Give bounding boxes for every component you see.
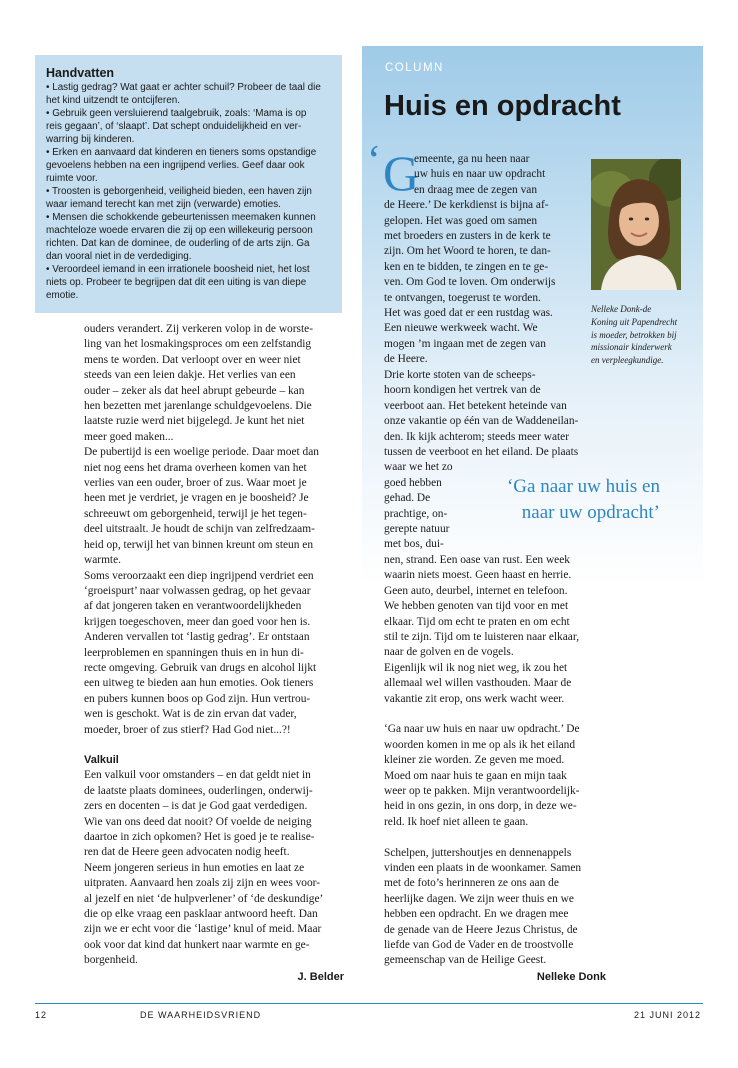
issue-date: 21 JUNI 2012	[634, 1010, 702, 1020]
text-line: uw huis en naar uw opdracht	[414, 168, 546, 181]
handvatten-item: emotie.	[46, 290, 79, 301]
text-line: weer op te pakken. Mijn verantwoordelijk-	[384, 784, 580, 797]
text-line: goed hebben	[384, 476, 442, 489]
handvatten-box	[35, 55, 342, 313]
text-line: veerboot aan. Het betekent heteinde van	[384, 399, 567, 412]
text-line: den. Ik kijk achterom; steeds meer water	[384, 430, 570, 443]
text-line: ook voor dat kind dat hunkert naar warmte en ge-	[84, 938, 310, 951]
text-line: vakantie zit erop, ons werk wacht weer.	[384, 692, 565, 705]
text-line: verlies van een ouder, broer of zus. Waar moet je	[84, 477, 307, 490]
text-line: Een nieuwe werkweek wacht. We	[384, 322, 538, 335]
handvatten-item: warring bij kinderen.	[46, 134, 135, 145]
text-line: Moed om naar huis te gaan en mijn taak	[384, 769, 567, 782]
text-line: ‘groeispurt’ naar volwassen gedrag, op het gevaar	[84, 584, 311, 597]
handvatten-item: dan vooral niet in de verdediging.	[46, 251, 192, 262]
text-line: de laatste plaats dominees, ouderlingen, onderwij-	[84, 784, 313, 797]
left-article-body	[84, 322, 344, 738]
text-line: heen met je verdriet, je vragen en je boosheid? Je	[84, 492, 309, 505]
text-line: ling van het losmakingsproces om een zelfstandig	[84, 338, 312, 351]
text-line: We hebben genoten van tijd voor en met	[384, 600, 569, 613]
text-line: te ontvangen, toegerust te worden.	[384, 291, 541, 304]
text-line: ken en te bidden, te zingen en te ge-	[384, 260, 549, 273]
text-line: en pubers kunnen boos op God zijn. Hun vertrou-	[84, 692, 311, 705]
handvatten-item: • Erken en aanvaard dat kinderen en tieners soms opstandige	[46, 147, 317, 158]
text-line: schreeuwt om geborgenheid, terwijl je het tegen-	[84, 507, 307, 520]
handvatten-item: • Veroordeel iemand in een irrationele boosheid niet, het lost	[46, 264, 310, 275]
caption-line: Koning uit Papendrecht	[591, 316, 678, 327]
text-line: krijgen toegeschoven, meer dan goed voor hen is.	[84, 615, 311, 628]
handvatten-item: machteloze woede ervaren die zij op een willekeurig persoon	[46, 225, 313, 236]
text-line: al jezelf en niet ‘de hulpverlener’ of ‘de deskundige’	[84, 892, 324, 905]
text-line: stil te zijn. Tijd om te luisteren naar elkaar,	[384, 630, 580, 643]
page-number: 12	[35, 1010, 48, 1020]
text-line: ven. Om God te loven. Om onderwijs	[384, 276, 556, 289]
text-line: warmte.	[84, 554, 122, 567]
handvatten-item: gevoelens hebben na een ingrijpend verlies. Geef daar ook	[46, 160, 305, 171]
caption-line: en verpleegkundige.	[591, 355, 664, 366]
drop-cap: G	[383, 145, 420, 201]
text-line: Anderen vervallen tot ‘lastig gedrag’. Er ontstaan	[84, 631, 310, 644]
column-section-label: COLUMN	[385, 62, 444, 74]
text-line: een uitweg te bieden aan hun emoties. Ook tieners	[84, 677, 314, 690]
column-intro	[384, 152, 589, 368]
column-paragraph-words	[384, 722, 606, 830]
handvatten-item: • Lastig gedrag? Wat gaat er achter schuil? Probeer de taal die	[46, 82, 321, 93]
text-line: De pubertijd is een woelige periode. Daar moet dan	[84, 446, 320, 459]
handvatten-item: • Troosten is geborgenheid, veiligheid bieden, een haven zijn	[46, 186, 312, 197]
handvatten-item: niets op. Probeer te begrijpen dat dit een uiting is van diepe	[46, 277, 307, 288]
text-line: hen bezetten met jarenlange schuldgevoelens. Die	[84, 400, 312, 413]
text-line: emeente, ga nu heen naar	[414, 153, 530, 165]
text-line: laatste ruzie werd niet bijgelegd. Je kunt het niet	[84, 415, 305, 428]
author-photo	[591, 159, 681, 290]
left-article	[84, 322, 344, 985]
text-line: gemeenschap van de Heilige Geest.	[384, 954, 547, 967]
text-line: gehad. De	[384, 492, 431, 505]
text-line: mens te worden. Dat verloopt over en weer niet	[84, 353, 301, 366]
text-line: de Heere.	[384, 353, 428, 366]
footer-rule	[35, 1003, 703, 1004]
text-line: nen, strand. Een oase van rust. Een week	[384, 553, 570, 566]
text-line: woorden komen in me op als ik het eiland	[384, 738, 576, 751]
text-line: Wie van ons deed dat nooit? Of voelde de neiging	[84, 815, 312, 828]
column-body	[384, 368, 606, 985]
subhead-valkuil: Valkuil	[84, 753, 119, 766]
text-line: Een valkuil voor omstanders – en dat geldt niet in	[84, 769, 311, 782]
text-line: de genade van de Heere Jezus Christus, de	[384, 923, 578, 936]
left-article-body-valkuil	[84, 768, 344, 968]
text-line: reld. Ik hoef niet alleen te gaan.	[384, 815, 529, 828]
portrait-image	[591, 159, 681, 290]
handvatten-item: • Mensen die schokkende gebeurtenissen meemaken kunnen	[46, 212, 316, 223]
text-line: daartoe in zich opkomen? Het is goed je te realise-	[84, 831, 315, 843]
text-line: uitpraten. Aanvaard hen zoals zij zijn en wees voor-	[84, 877, 321, 890]
text-line: hebben een opdracht. En we dragen mee	[384, 908, 569, 921]
handvatten-list	[46, 81, 332, 302]
text-line: gerepte natuur	[384, 523, 450, 536]
text-line: ren dat de Heere geen advocaten nodig heeft.	[84, 846, 290, 859]
caption-line: Nelleke Donk-de	[591, 304, 652, 314]
text-line: wen is geschokt. Wat is de zin ervan dat vader,	[84, 708, 297, 721]
handvatten-item: • Gebruik geen versluierend taalgebruik, zoals: ‘Mama is op	[46, 108, 307, 119]
text-line: tussen de veerboot en het eiland. De plaats	[384, 446, 579, 459]
text-line: zers en docenten – is dat je God gaat verdedigen.	[84, 800, 308, 813]
text-line: vinden een plaats in de woonkamer. Samen	[384, 861, 582, 874]
text-line: hoorn kondigen het vertrek van de	[384, 384, 541, 397]
author-signature-left: J. Belder	[297, 970, 344, 983]
text-line: Het was goed dat er een rustdag was.	[384, 307, 553, 320]
column-paragraph-ferry	[384, 368, 606, 707]
text-line: Eigenlijk wil ik nog niet weg, ik zou het	[384, 661, 568, 674]
author-signature-column: Nelleke Donk	[536, 970, 606, 983]
text-line: heid in ons gezin, in ons dorp, in deze we-	[384, 800, 577, 813]
handvatten-title: Handvatten	[46, 66, 115, 80]
text-line: die op elke vraag een pasklaar antwoord heeft. Dan	[84, 908, 318, 921]
text-line: moeder, broer of zus stierf? Had God niet...?!	[84, 723, 291, 736]
handvatten-item: waar iemand terecht kan met zijn (verwarde) emoties.	[46, 199, 281, 210]
text-line: deel uitstraalt. Je houdt de schijn van zelfredzaam-	[84, 523, 315, 536]
text-line: ouders verandert. Zij verkeren volop in de worste-	[84, 323, 313, 335]
text-line: de Heere.’ De kerkdienst is bijna af-	[384, 199, 549, 212]
text-line: kleiner zie worden. Ze geven me moed.	[384, 754, 565, 767]
text-line: zijn. Om het Woord te horen, te dan-	[384, 245, 551, 258]
text-line: af dat jongeren taken en verantwoordelijkheden	[84, 600, 302, 613]
column-paragraph-home	[384, 846, 606, 969]
text-line: mogen ’m ingaan met de zegen van	[384, 337, 546, 350]
text-line: waarin niets moest. Geen haast en herrie.	[384, 569, 572, 582]
text-line: heid op, terwijl het van binnen kreunt om steun en	[84, 538, 314, 551]
text-line: met de foto’s herinneren ze ons aan de	[384, 877, 559, 890]
pull-quote	[470, 474, 660, 526]
text-line: prachtige, on-	[384, 507, 448, 520]
text-line: elkaar. Tijd om echt te praten en om echt	[384, 615, 570, 628]
caption-line: missionair kinderwerk	[591, 342, 672, 353]
text-line: ouder – zeker als dat heel abrupt gebeurde – kan	[84, 384, 305, 397]
text-line: borgenheid.	[84, 954, 138, 967]
handvatten-item: ruimte voor.	[46, 173, 98, 184]
text-line: steeds van een leien dakje. Het verlies van een	[84, 369, 296, 382]
text-line: leerproblemen en spanningen thuis en in hun di-	[84, 646, 304, 659]
text-line: recte omgeving. Gebruik van drugs en alcohol lijkt	[84, 661, 317, 674]
text-line: met bos, dui-	[384, 538, 444, 551]
text-line: en draag mee de zegen van	[414, 183, 538, 196]
text-line: zijn we er echt voor die ‘lastige’ knul of meid. Maar	[84, 923, 322, 936]
opening-quote-mark: ‘	[367, 138, 381, 184]
handvatten-item: richten. Dat kan de dominee, de ouderling of de arts zijn. Ga	[46, 238, 310, 249]
text-line: Neem jongeren serieus in hun emoties en laat ze	[84, 861, 305, 874]
photo-caption	[591, 303, 691, 367]
handvatten-item: reis gegaan’, of ‘slaapt’. Dat schept onduidelijkheid en ver-	[46, 121, 302, 132]
text-line: onze vakantie op één van de Waddeneilan-	[384, 415, 579, 428]
text-line: Schelpen, juttershoutjes en dennenappels	[384, 846, 572, 859]
text-line: ‘Ga naar uw huis en naar uw opdracht.’ De	[384, 723, 580, 736]
text-line: niet nog eens het drama overheen komen van het	[84, 461, 307, 474]
text-line: heerlijke dagen. We zijn weer thuis en we	[384, 892, 574, 905]
pull-quote-line: naar uw opdracht’	[521, 502, 660, 523]
text-line: allemaal wel willen vasthouden. Maar de	[384, 677, 572, 690]
text-line: naar de golven en de vogels.	[384, 646, 514, 659]
pull-quote-line: ‘Ga naar uw huis en	[506, 476, 660, 497]
caption-line: is moeder, betrokken bij	[591, 329, 677, 340]
publication-name: DE WAARHEIDSVRIEND	[140, 1010, 262, 1020]
text-line: meer goed maken...	[84, 430, 174, 443]
handvatten-item: het kind uitzendt te ontcijferen.	[46, 95, 180, 106]
text-line: Soms veroorzaakt een diep ingrijpend verdriet een	[84, 569, 314, 582]
column-title: Huis en opdracht	[384, 90, 621, 122]
text-line: met broeders en zusters in de kerk te	[384, 230, 551, 243]
text-line: liefde van God de Vader en de troostvolle	[384, 939, 574, 951]
text-line: Drie korte stoten van de scheeps-	[384, 369, 536, 381]
text-line: waar we het zo	[384, 461, 453, 474]
text-line: gelopen. Het was goed om samen	[384, 214, 538, 227]
text-line: Geen auto, deurbel, internet en telefoon.	[384, 584, 568, 597]
